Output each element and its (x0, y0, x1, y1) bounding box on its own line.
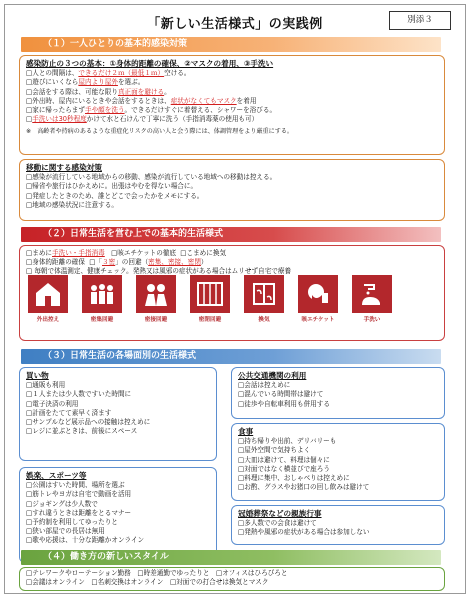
pictogram: 手洗い (349, 275, 395, 331)
daily-line-1: □まめに手洗い・手指消毒 □咳エチケットの徹底 □こまめに換気 (26, 249, 227, 257)
transport-heading: 公共交通機関の利用 (238, 371, 307, 380)
daily-line-2: □身体的距離の確保 □「３密」の回避（密集、密接、密閉） (26, 258, 208, 267)
shopping-item: □電子決済の利用 (26, 399, 79, 408)
shopping-heading: 買い物 (26, 371, 49, 380)
shopping-item: □レジに並ぶときは、前後にスペース (26, 427, 138, 436)
meals-item: □お酌、グラスやお猪口の回し飲みは避けて (238, 483, 370, 492)
leisure-item: □ジョギングは少人数で (26, 499, 98, 508)
meals-item: □大皿は避けて、料理は個々に (238, 455, 330, 464)
leisure-item: □狭い部屋での長居は無用 (26, 527, 105, 536)
leisure-heading: 娯楽、スポーツ等 (26, 471, 87, 480)
transport-item: □徒歩や自転車利用も併用する (238, 399, 330, 408)
leisure-item: □予約制を利用してゆったりと (26, 518, 118, 527)
stay-home-icon (28, 275, 68, 313)
basics-item: □会話をする際は、可能な限り真正面を避ける。 (26, 87, 171, 96)
movement-item: □発症したときのため、誰とどこで会ったかをメモにする。 (26, 191, 204, 200)
section4-box (19, 567, 445, 591)
section3-band: （３）日常生活の各場面別の生活様式 (21, 349, 441, 364)
annex-label: 別添３ (389, 11, 451, 30)
section1-basics-box (19, 55, 445, 155)
movement-item: □感染が流行している地域からの移動、感染が流行している地域への移動は控える。 (26, 173, 277, 182)
avoid-crowd-icon (82, 275, 122, 313)
basics-note: ※ 高齢者や持病のあるような重症化リスクの高い人と会う際には、体調管理をより厳重にする。 (26, 128, 294, 136)
movement-item: □地域の感染状況に注意する。 (26, 200, 118, 209)
transport-item: □混んでいる時間帯は避けて (238, 390, 324, 399)
document-page (4, 4, 466, 594)
basics-item: □人との間隔は、できるだけ２ｍ（最低１ｍ）空ける。 (26, 69, 191, 78)
leisure-box (19, 467, 217, 563)
shopping-item: □サンプルなど展示品への接触は控えめに (26, 418, 151, 427)
pictogram: 換気 (241, 275, 287, 331)
section1-movement-box (19, 159, 445, 221)
work-line: □テレワークやローテーション勤務 □時差通勤でゆったりと □オフィスはひろびろと (26, 569, 288, 577)
shopping-item: □計画をたてて素早く済ます (26, 408, 112, 417)
section4-band: （４）働き方の新しいスタイル (21, 550, 441, 565)
basics-item: □遊びにいくなら屋内より屋外を選ぶ。 (26, 78, 145, 87)
cough-etiquette-icon (298, 275, 338, 313)
section2-band: （２）日常生活を営む上での基本的生活様式 (21, 227, 441, 242)
ceremony-item: □多人数での会食は避けて (238, 519, 317, 528)
pictogram: 咳エチケット (295, 275, 341, 331)
avoid-close-contact-icon (136, 275, 176, 313)
meals-box (231, 423, 445, 501)
page-title: 「新しい生活様式」の実践例 (147, 17, 323, 32)
pictogram-row (25, 275, 445, 331)
shopping-item: □通販も利用 (26, 381, 66, 390)
meals-item: □対面ではなく横並びで座ろう (238, 464, 330, 473)
meals-heading: 食事 (238, 427, 254, 436)
leisure-item: □歌や応援は、十分な距離かオンライン (26, 536, 145, 545)
transport-item: □会話は控えめに (238, 381, 291, 390)
shopping-item: □１人または少人数ですいた時間に (26, 390, 132, 399)
basics-item: □家に帰ったらまず手や顔を洗う。できるだけすぐに着替える、シャワーを浴びる。 (26, 106, 277, 115)
movement-heading: 移動に関する感染対策 (26, 163, 102, 172)
ceremony-item: □発熱や風邪の症状がある場合は参加しない (238, 528, 370, 537)
basics-item: □手洗いは30秒程度かけて水と石けんで丁寧に洗う（手指消毒薬の使用も可） (26, 115, 259, 124)
leisure-item: □すれ違うときは距離をとるマナー (26, 508, 132, 517)
daily-line-3: □ 毎朝で体温測定、健康チェック。発熱又は風邪の症状がある場合はムリせず自宅で療養 (26, 267, 292, 276)
pictogram: 密閉回避 (187, 275, 233, 331)
meals-item: □屋外空間で気持ちよく (238, 446, 311, 455)
ventilation-icon (244, 275, 284, 313)
basics-item: □外出時、屋内にいるときや会話をするときは、症状がなくてもマスクを着用 (26, 96, 257, 105)
leisure-item: □筋トレやヨガは自宅で動画を活用 (26, 490, 132, 499)
ceremony-box (231, 505, 445, 545)
basics-heading: 感染防止の３つの基本：①身体的距離の確保、②マスクの着用、③手洗い (26, 59, 274, 68)
handwashing-icon (352, 275, 392, 313)
meals-item: □料理に集中、おしゃべりは控えめに (238, 474, 350, 483)
pictogram: 密接回避 (133, 275, 179, 331)
ceremony-heading: 冠婚葬祭などの親族行事 (238, 509, 322, 518)
pictogram: 密集回避 (79, 275, 125, 331)
transport-box (231, 367, 445, 419)
shopping-box (19, 367, 217, 461)
work-line: □会議はオンライン □名刺交換はオンライン □対面での打合せは換気とマスク (26, 578, 269, 587)
leisure-item: □公園はすいた時間、場所を選ぶ (26, 481, 125, 490)
meals-item: □持ち帰りや出前、デリバリーも (238, 437, 337, 446)
movement-item: □帰省や旅行はひかえめに。出張はやむを得ない場合に。 (26, 182, 198, 191)
avoid-closed-space-icon (190, 275, 230, 313)
pictogram: 外出控え (25, 275, 71, 331)
section1-band: （１）一人ひとりの基本的感染対策 (21, 37, 441, 52)
